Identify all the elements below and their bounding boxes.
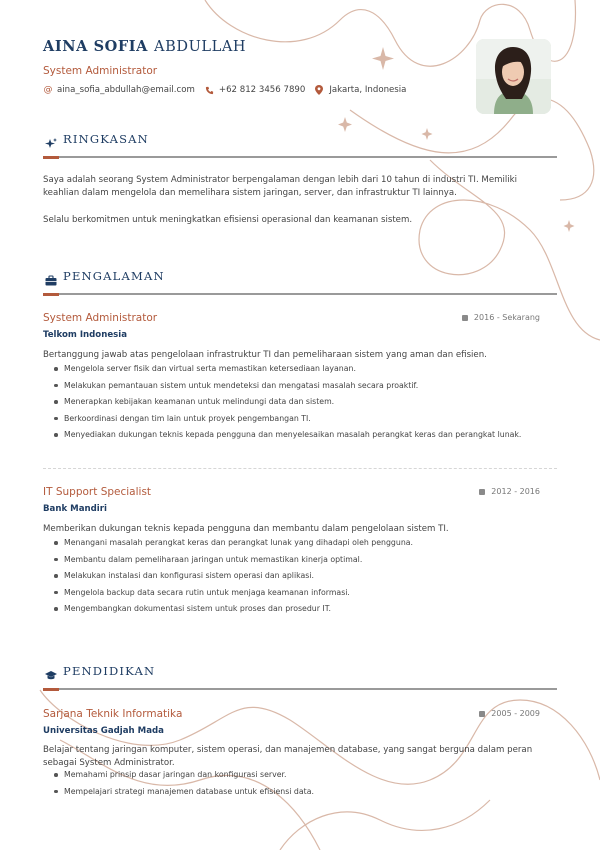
contact-phone bbox=[205, 85, 305, 95]
job-date-text: 2016 - Sekarang bbox=[473, 313, 540, 322]
section-summary-rule bbox=[43, 156, 557, 158]
job-date-text: 2012 - 2016 bbox=[491, 487, 540, 496]
list-item: Menangani masalah perangkat keras dan perangkat lunak yang dihadapi oleh pengguna. bbox=[52, 535, 552, 552]
section-education-header bbox=[43, 663, 557, 683]
list-item: Mengembangkan dokumentasi sistem untuk proses dan prosedur IT. bbox=[52, 601, 552, 618]
first-name: AINA SOFIA bbox=[43, 38, 149, 55]
list-item: Membantu dalam pemeliharaan jaringan untuk memastikan kinerja optimal. bbox=[52, 552, 552, 569]
job-title: IT Support Specialist bbox=[43, 486, 152, 498]
list-item: Berkoordinasi dengan tim lain untuk proyek pengembangan TI. bbox=[52, 411, 552, 428]
job-divider bbox=[43, 468, 557, 469]
job-role: System Administrator bbox=[43, 65, 158, 77]
calendar-icon bbox=[462, 315, 468, 321]
email-text: aina_sofia_abdullah@email.com bbox=[57, 85, 195, 95]
summary-paragraph-2: Selalu berkomitmen untuk meningkatkan efisiensi operasional dan keamanan sistem. bbox=[43, 215, 413, 225]
graduation-cap-icon bbox=[45, 667, 57, 679]
company-name: Telkom Indonesia bbox=[43, 330, 128, 340]
last-name: ABDULLAH bbox=[154, 39, 247, 55]
section-summary-title: RINGKASAN bbox=[63, 132, 149, 146]
education-description: Belajar tentang jaringan komputer, sistem operasi, dan manajemen database, yang sangat berguna dalam peran sebagai System Administrator. bbox=[43, 745, 533, 768]
list-item: Mengelola server fisik dan virtual serta memastikan ketersediaan layanan. bbox=[52, 361, 552, 378]
school-name: Universitas Gadjah Mada bbox=[43, 726, 164, 736]
education-bullets bbox=[52, 767, 552, 800]
summary-paragraph-1: Saya adalah seorang System Administrator berpengalaman dengan lebih dari 10 tahun di industri TI. Memiliki keahlian dalam mengelola dan memelihara sistem jaringan, server, dan infrastruktur TI lainnya. bbox=[43, 175, 518, 198]
job-description: Bertanggung jawab atas pengelolaan infrastruktur TI dan pemeliharaan sistem yang aman dan efisien. bbox=[43, 350, 487, 360]
location-pin-icon bbox=[315, 85, 325, 95]
section-experience-title: PENGALAMAN bbox=[63, 269, 165, 283]
profile-photo bbox=[476, 39, 551, 114]
education-date bbox=[479, 709, 540, 718]
job-title: System Administrator bbox=[43, 312, 158, 324]
phone-icon bbox=[205, 86, 215, 95]
job-date bbox=[462, 313, 540, 322]
calendar-icon bbox=[479, 489, 485, 495]
list-item: Mempelajari strategi manajemen database untuk efisiensi data. bbox=[52, 784, 552, 801]
calendar-icon bbox=[479, 711, 485, 717]
sparkle-icon bbox=[45, 135, 57, 147]
phone-text: +62 812 3456 7890 bbox=[218, 85, 306, 95]
list-item: Menyediakan dukungan teknis kepada pengguna dan menyelesaikan masalah perangkat keras dan perangkat lunak. bbox=[52, 427, 552, 444]
job-description: Memberikan dukungan teknis kepada pengguna dan membantu dalam pengelolaan sistem TI. bbox=[43, 524, 449, 534]
section-education-title: PENDIDIKAN bbox=[63, 664, 156, 678]
list-item: Mengelola backup data secara rutin untuk menjaga keamanan informasi. bbox=[52, 585, 552, 602]
job-bullets bbox=[52, 361, 552, 444]
candidate-name bbox=[43, 38, 246, 55]
contact-email bbox=[43, 85, 195, 95]
at-icon: @ bbox=[43, 85, 53, 95]
list-item: Melakukan instalasi dan konfigurasi sistem operasi dan aplikasi. bbox=[52, 568, 552, 585]
list-item: Menerapkan kebijakan keamanan untuk melindungi data dan sistem. bbox=[52, 394, 552, 411]
location-text: Jakarta, Indonesia bbox=[329, 85, 407, 95]
contact-location bbox=[315, 85, 406, 95]
degree-title: Sarjana Teknik Informatika bbox=[43, 708, 183, 720]
section-education-rule bbox=[43, 688, 557, 690]
section-summary-header bbox=[43, 131, 557, 151]
education-date-text: 2005 - 2009 bbox=[491, 709, 540, 718]
job-date bbox=[479, 487, 540, 496]
list-item: Memahami prinsip dasar jaringan dan konfigurasi server. bbox=[52, 767, 552, 784]
briefcase-icon bbox=[45, 272, 57, 284]
list-item: Melakukan pemantauan sistem untuk mendeteksi dan mengatasi masalah secara proaktif. bbox=[52, 378, 552, 395]
job-bullets bbox=[52, 535, 552, 618]
company-name: Bank Mandiri bbox=[43, 504, 107, 514]
contact-info bbox=[43, 84, 416, 96]
section-experience-rule bbox=[43, 293, 557, 295]
section-experience-header bbox=[43, 268, 557, 288]
